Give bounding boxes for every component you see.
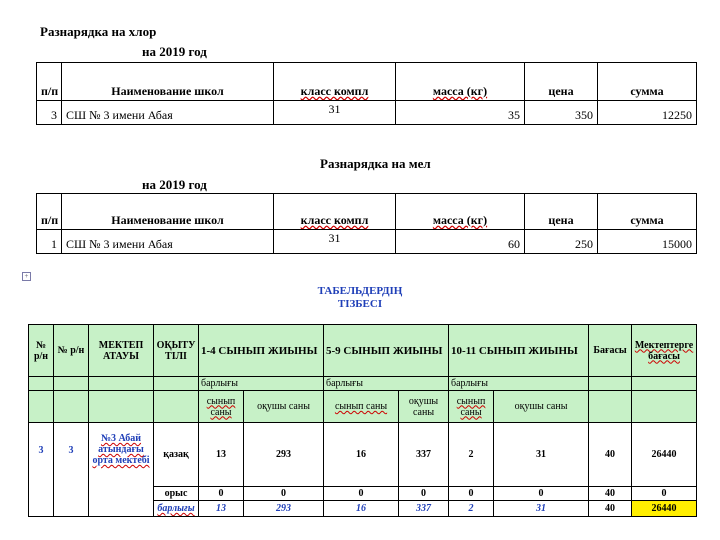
school-name: №3 Абай атындағы орта мектебі bbox=[89, 423, 154, 517]
cell: 0 bbox=[494, 487, 589, 501]
table-row bbox=[37, 101, 697, 125]
cell: 0 bbox=[244, 487, 324, 501]
cell: 26440 bbox=[632, 423, 697, 487]
cell: 350 bbox=[525, 101, 598, 125]
table-move-handle-icon[interactable]: + bbox=[22, 272, 31, 281]
cell: 13 bbox=[199, 501, 244, 517]
cell: 40 bbox=[589, 501, 632, 517]
col-header: Наименование школ bbox=[62, 194, 274, 230]
cell: 2 bbox=[449, 501, 494, 517]
cell: 16 bbox=[324, 501, 399, 517]
col-header-group: 1-4 СЫНЫП ЖИЫНЫ bbox=[199, 325, 324, 377]
cell: 0 bbox=[399, 487, 449, 501]
chlorine-title: Разнарядка на хлор bbox=[40, 24, 157, 39]
col-header: сумма bbox=[598, 194, 697, 230]
col-subheader: оқушы саны bbox=[244, 391, 324, 423]
col-header: п/п bbox=[37, 194, 62, 230]
col-header: Мектептерге бағасы bbox=[632, 325, 697, 377]
cell: 293 bbox=[244, 423, 324, 487]
col-subheader: оқушы саны bbox=[494, 391, 589, 423]
cell: 60 bbox=[396, 230, 525, 254]
cell: 0 bbox=[449, 487, 494, 501]
cell: 0 bbox=[632, 487, 697, 501]
cell: 35 bbox=[396, 101, 525, 125]
cell: 1 bbox=[37, 230, 62, 254]
col-subheader: барлығы bbox=[199, 377, 324, 391]
chalk-table bbox=[36, 193, 697, 254]
col-header: МЕКТЕП АТАУЫ bbox=[89, 325, 154, 377]
col-subheader: оқушы саны bbox=[399, 391, 449, 423]
cell: 293 bbox=[244, 501, 324, 517]
tabel-title-line2: ТІЗБЕСІ bbox=[337, 298, 383, 310]
col-header: Наименование школ bbox=[62, 63, 274, 101]
col-header-group: 10-11 СЫНЫП ЖИЫНЫ bbox=[449, 325, 589, 377]
col-header: № р/н bbox=[54, 325, 89, 377]
cell: 31 bbox=[494, 501, 589, 517]
col-subheader: сынып саны bbox=[449, 391, 494, 423]
cell: 16 bbox=[324, 423, 399, 487]
cell: 40 bbox=[589, 423, 632, 487]
col-header: класс компл bbox=[274, 63, 396, 101]
cell: 250 bbox=[525, 230, 598, 254]
col-subheader: барлығы bbox=[449, 377, 589, 391]
cell: 0 bbox=[324, 487, 399, 501]
col-header: масса (кг) bbox=[396, 194, 525, 230]
chlorine-year: на 2019 год bbox=[142, 44, 207, 59]
table-header-row bbox=[29, 325, 697, 377]
col-subheader: сынып саны bbox=[324, 391, 399, 423]
chlorine-table bbox=[36, 62, 697, 125]
cell: 13 bbox=[199, 423, 244, 487]
table-subheader-row bbox=[29, 377, 697, 391]
col-header: п/п bbox=[37, 63, 62, 101]
cell: 12250 bbox=[598, 101, 697, 125]
cell: 31 bbox=[494, 423, 589, 487]
cell: орыс bbox=[154, 487, 199, 501]
cell: 31 bbox=[274, 101, 396, 125]
col-subheader: сынып саны bbox=[199, 391, 244, 423]
table-subheader-row bbox=[29, 391, 697, 423]
col-header: № р/н bbox=[29, 325, 54, 377]
cell: 0 bbox=[199, 487, 244, 501]
cell: 3 bbox=[37, 101, 62, 125]
cell: 337 bbox=[399, 423, 449, 487]
cell: барлығы bbox=[154, 501, 199, 517]
tabel-title-line1: ТАБЕЛЬДЕРДІҢ bbox=[317, 285, 403, 297]
cell: 337 bbox=[399, 501, 449, 517]
cell: СШ № 3 имени Абая bbox=[62, 101, 274, 125]
cell: 15000 bbox=[598, 230, 697, 254]
table-row bbox=[37, 230, 697, 254]
total-sum-cell: 26440 bbox=[632, 501, 697, 517]
cell: 31 bbox=[274, 230, 396, 254]
col-header: цена bbox=[525, 194, 598, 230]
chalk-year: на 2019 год bbox=[142, 177, 207, 192]
col-header: ОҚЫТУ ТІЛІ bbox=[154, 325, 199, 377]
cell: 2 bbox=[449, 423, 494, 487]
chalk-title: Разнарядка на мел bbox=[320, 156, 431, 171]
cell: 40 bbox=[589, 487, 632, 501]
tabel-table bbox=[28, 324, 697, 517]
col-header: Бағасы bbox=[589, 325, 632, 377]
col-header: класс компл bbox=[274, 194, 396, 230]
col-header-group: 5-9 СЫНЫП ЖИЫНЫ bbox=[324, 325, 449, 377]
col-header: цена bbox=[525, 63, 598, 101]
cell: СШ № 3 имени Абая bbox=[62, 230, 274, 254]
cell: 3 bbox=[29, 423, 54, 517]
col-header: масса (кг) bbox=[396, 63, 525, 101]
cell: қазақ bbox=[154, 423, 199, 487]
cell: 3 bbox=[54, 423, 89, 517]
table-header-row bbox=[37, 194, 697, 230]
col-header: сумма bbox=[598, 63, 697, 101]
col-subheader: барлығы bbox=[324, 377, 449, 391]
table-row bbox=[29, 423, 697, 487]
table-header-row bbox=[37, 63, 697, 101]
